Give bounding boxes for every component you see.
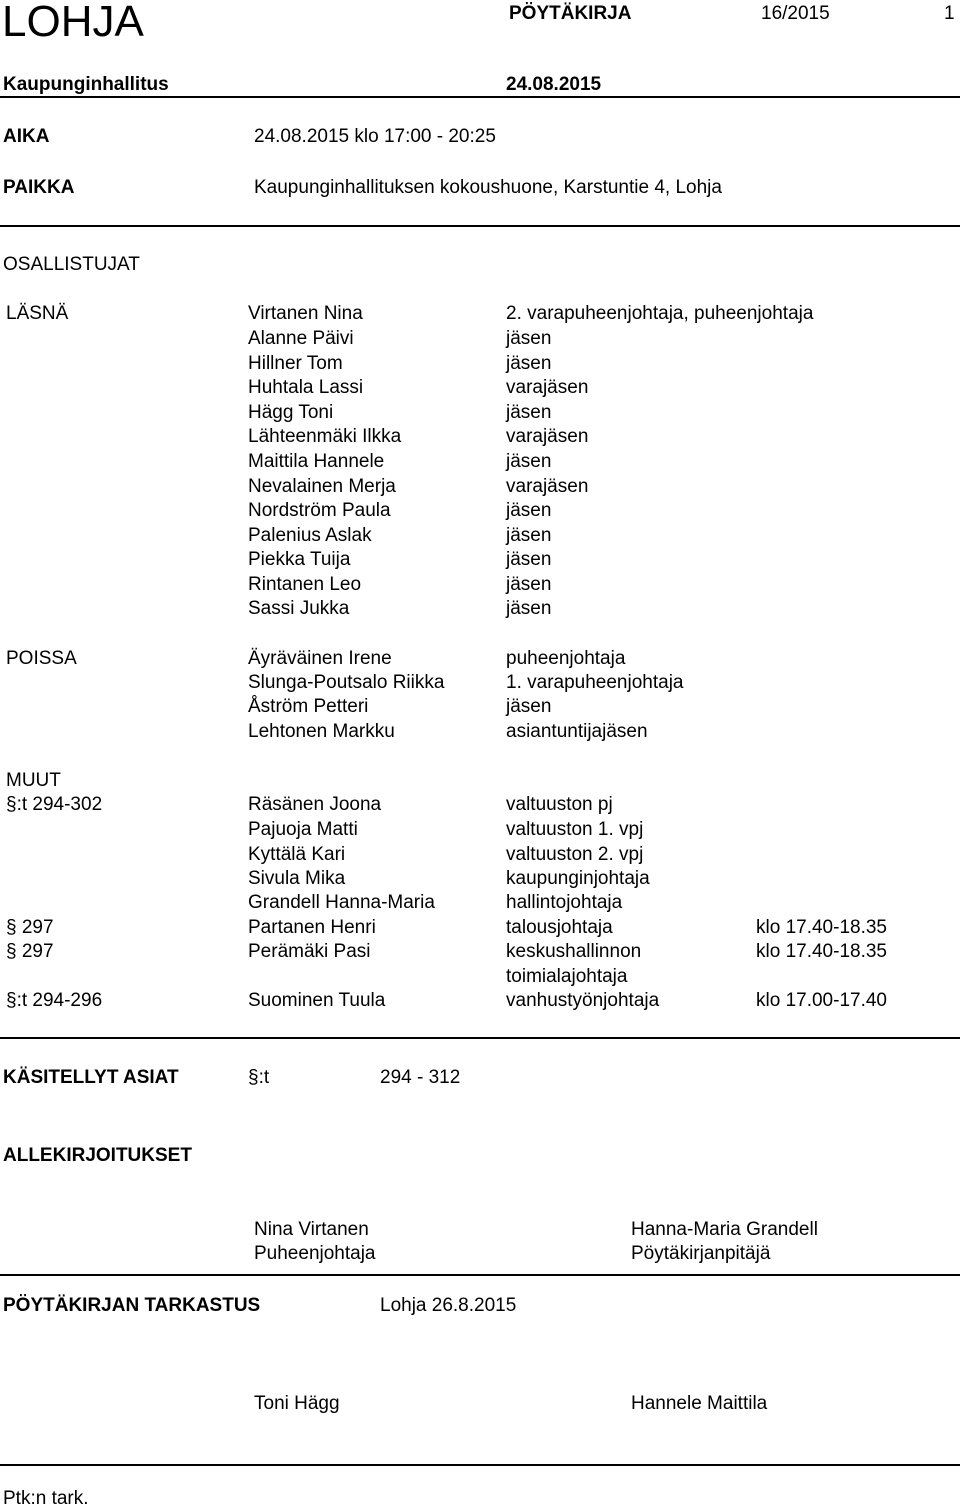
handled-divider xyxy=(0,1037,960,1039)
absent-name: Lehtonen Markku xyxy=(248,721,395,742)
checker1-name: Toni Hägg xyxy=(254,1393,340,1414)
present-name: Virtanen Nina xyxy=(248,303,363,324)
meeting-body: Kaupunginhallitus xyxy=(3,74,169,95)
handled-section-prefix: §:t xyxy=(248,1067,270,1088)
other-name: Perämäki Pasi xyxy=(248,941,371,962)
present-role: jäsen xyxy=(506,525,552,546)
absent-name: Äyräväinen Irene xyxy=(248,648,392,669)
present-name: Maittila Hannele xyxy=(248,451,385,472)
absent-label: POISSA xyxy=(6,648,77,669)
signer2-name: Hanna-Maria Grandell xyxy=(631,1219,818,1240)
handled-label: KÄSITELLYT ASIAT xyxy=(3,1067,179,1088)
present-name: Nevalainen Merja xyxy=(248,476,396,497)
doc-type: PÖYTÄKIRJA xyxy=(509,3,632,24)
present-role: jäsen xyxy=(506,328,552,349)
place-label: PAIKKA xyxy=(3,177,75,198)
signer2-role: Pöytäkirjanpitäjä xyxy=(631,1243,771,1264)
signer1-name: Nina Virtanen xyxy=(254,1219,369,1240)
present-name: Sassi Jukka xyxy=(248,598,350,619)
other-name: Räsänen Joona xyxy=(248,794,382,815)
present-name: Hillner Tom xyxy=(248,353,343,374)
place-value: Kaupunginhallituksen kokoushuone, Karstuntie 4, Lohja xyxy=(254,177,722,198)
other-role: toimialajohtaja xyxy=(506,966,628,987)
present-name: Piekka Tuija xyxy=(248,549,351,570)
present-role: varajäsen xyxy=(506,476,589,497)
present-role: jäsen xyxy=(506,549,552,570)
present-name: Palenius Aslak xyxy=(248,525,372,546)
other-name: Suominen Tuula xyxy=(248,990,386,1011)
page-number: 1 xyxy=(944,3,955,24)
present-role: jäsen xyxy=(506,574,552,595)
other-role: vanhustyönjohtaja xyxy=(506,990,660,1011)
absent-name: Slunga-Poutsalo Riikka xyxy=(248,672,445,693)
checker2-name: Hannele Maittila xyxy=(631,1393,768,1414)
participants-title: OSALLISTUJAT xyxy=(3,254,140,275)
absent-role: puheenjohtaja xyxy=(506,648,626,669)
other-section: §:t 294-302 xyxy=(6,794,103,815)
present-label: LÄSNÄ xyxy=(6,303,69,324)
other-role: talousjohtaja xyxy=(506,917,613,938)
other-name: Sivula Mika xyxy=(248,868,346,889)
absent-role: jäsen xyxy=(506,696,552,717)
absent-role: 1. varapuheenjohtaja xyxy=(506,672,684,693)
present-role: jäsen xyxy=(506,353,552,374)
header-divider xyxy=(0,96,960,98)
present-name: Rintanen Leo xyxy=(248,574,362,595)
other-role: hallintojohtaja xyxy=(506,892,623,913)
doc-number: 16/2015 xyxy=(761,3,830,24)
other-role: valtuuston pj xyxy=(506,794,613,815)
present-role: varajäsen xyxy=(506,426,589,447)
other-role: valtuuston 1. vpj xyxy=(506,819,644,840)
absent-name: Åström Petteri xyxy=(248,696,369,717)
other-time: klo 17.00-17.40 xyxy=(756,990,887,1011)
present-role: varajäsen xyxy=(506,377,589,398)
other-name: Grandell Hanna-Maria xyxy=(248,892,435,913)
participants-divider xyxy=(0,225,960,227)
other-time: klo 17.40-18.35 xyxy=(756,941,887,962)
time-value: 24.08.2015 klo 17:00 - 20:25 xyxy=(254,126,496,147)
signatures-label: ALLEKIRJOITUKSET xyxy=(3,1145,192,1166)
present-name: Nordström Paula xyxy=(248,500,391,521)
other-label: MUUT xyxy=(6,770,61,791)
other-section: §:t 294-296 xyxy=(6,990,103,1011)
present-role: jäsen xyxy=(506,451,552,472)
other-name: Pajuoja Matti xyxy=(248,819,358,840)
present-name: Hägg Toni xyxy=(248,402,334,423)
other-name: Kyttälä Kari xyxy=(248,844,346,865)
absent-role: asiantuntijajäsen xyxy=(506,721,648,742)
present-name: Lähteenmäki Ilkka xyxy=(248,426,402,447)
time-label: AIKA xyxy=(3,126,50,147)
handled-range: 294 - 312 xyxy=(380,1067,461,1088)
other-section: § 297 xyxy=(6,917,54,938)
logo: LOHJA xyxy=(2,0,144,46)
other-role: kaupunginjohtaja xyxy=(506,868,650,889)
review-label: PÖYTÄKIRJAN TARKASTUS xyxy=(3,1295,261,1316)
meeting-date: 24.08.2015 xyxy=(506,74,602,95)
other-role: valtuuston 2. vpj xyxy=(506,844,644,865)
other-name: Partanen Henri xyxy=(248,917,376,938)
present-role: 2. varapuheenjohtaja, puheenjohtaja xyxy=(506,303,814,324)
review-place-date: Lohja 26.8.2015 xyxy=(380,1295,517,1316)
present-name: Huhtala Lassi xyxy=(248,377,364,398)
review-divider xyxy=(0,1274,960,1276)
present-role: jäsen xyxy=(506,598,552,619)
signer1-role: Puheenjohtaja xyxy=(254,1243,376,1264)
other-section: § 297 xyxy=(6,941,54,962)
present-name: Alanne Päivi xyxy=(248,328,354,349)
footer-note: Ptk:n tark. xyxy=(3,1488,89,1509)
other-role: keskushallinnon xyxy=(506,941,642,962)
present-role: jäsen xyxy=(506,500,552,521)
footer-divider xyxy=(0,1464,960,1466)
other-time: klo 17.40-18.35 xyxy=(756,917,887,938)
present-role: jäsen xyxy=(506,402,552,423)
